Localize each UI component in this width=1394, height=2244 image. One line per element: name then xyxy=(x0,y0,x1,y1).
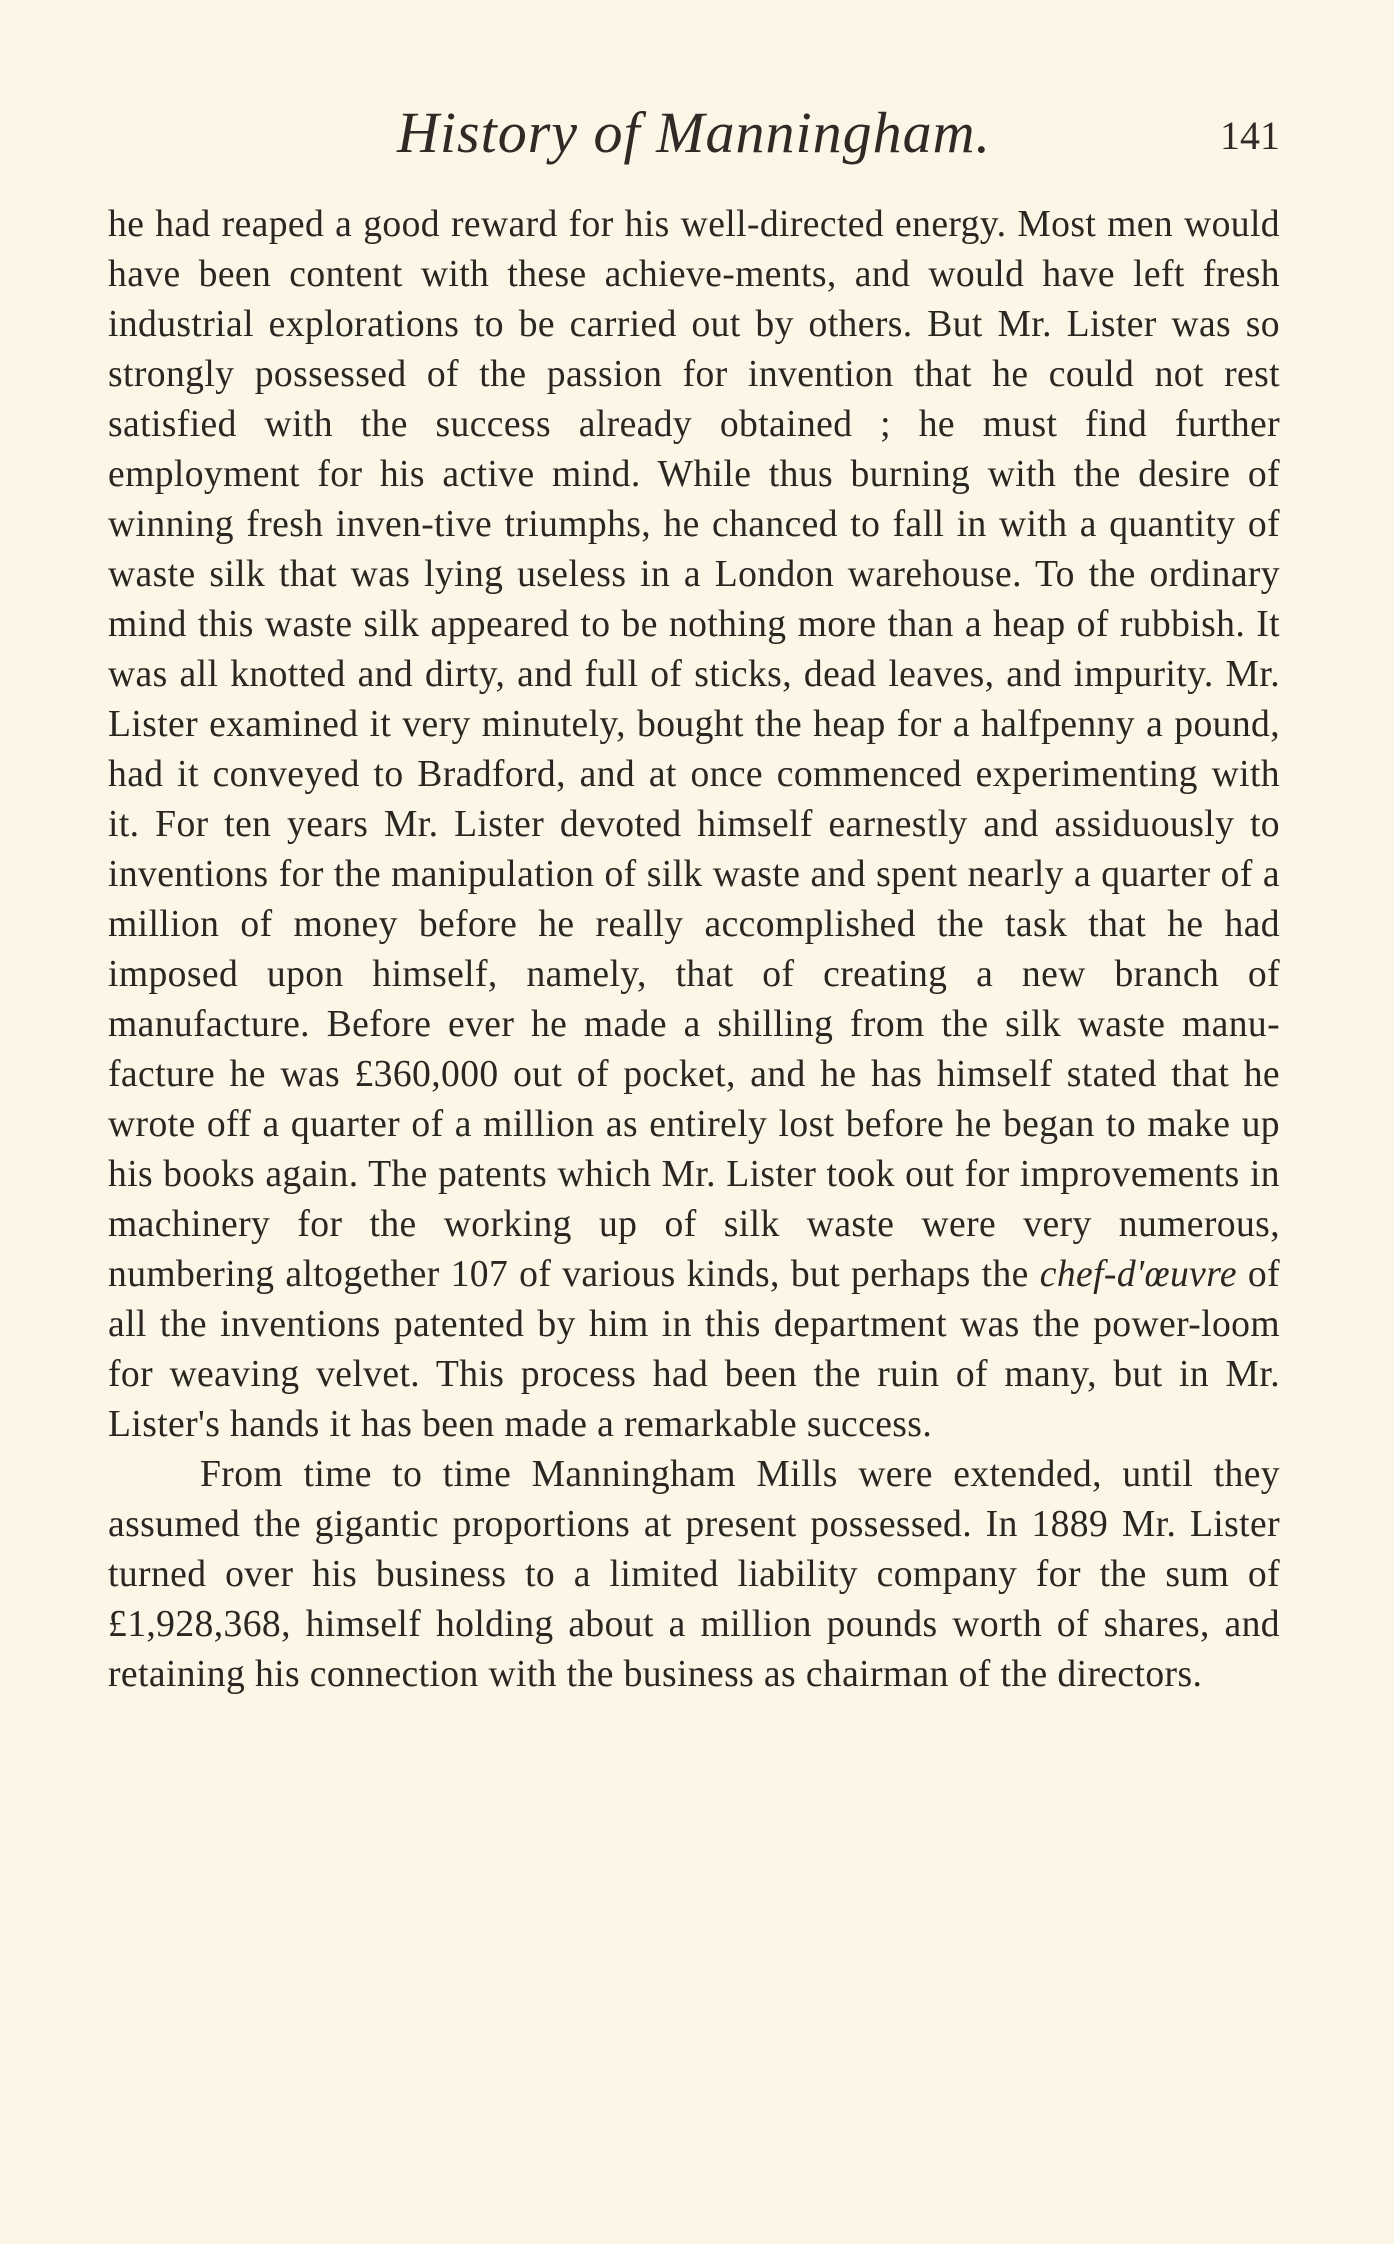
paragraph xyxy=(108,200,1280,1450)
running-title: History of Manningham. xyxy=(397,100,991,165)
page-header xyxy=(108,98,1280,168)
body-text xyxy=(108,200,1280,1700)
paragraph: From time to time Manningham Mills were extended, until they assumed the gigantic proportions at present possessed. In 1889 Mr. Lister turned over his business to a limited liability company for the sum of £1,928,368, himself holding about a million pounds worth of shares, and retaining his connection with the business as chairman of the directors. xyxy=(108,1454,1280,1695)
italic-phrase: chef-d'œuvre xyxy=(1039,1254,1237,1295)
paragraph-text: he had reaped a good reward for his well-directed energy. Most men would have been content with these achieve-ments, and would have left fresh industrial explorations to be carried out by others. But Mr. Lister was so strongly possessed of the passion for invention that he could not rest satisfied with the success already obtained ; he must find further employment for his active mind. While thus burning with the desire of winning fresh inven-tive triumphs, he chanced to fall in with a quantity of waste silk that was lying useless in a London warehouse. To the ordinary mind this waste silk appeared to be nothing more than a heap of rubbish. It was all knotted and dirty, and full of sticks, dead leaves, and impurity. Mr. Lister examined it very minutely, bought the heap for a halfpenny a pound, had it conveyed to Bradford, and at once commenced experimenting with it. For ten years Mr. Lister devoted himself earnestly and assiduously to inventions for the manipulation of silk waste and spent nearly a quarter of a million of money before he really accomplished the task that he had imposed upon himself, namely, that of creating a new branch of manufacture. Before ever he made a shilling from the silk waste manu-facture he was £360,000 out of pocket, and he has himself stated that he wrote off a quarter of a million as entirely lost before he began to make up his books again. The patents which Mr. Lister took out for improvements in machinery for the working up of silk waste were very numerous, numbering altogether 107 of various kinds, but perhaps the xyxy=(108,204,1280,1295)
paragraph-text: of all the inventions patented by him in this department was the power-loom for weaving velvet. This process had been the ruin of many, but in Mr. Lister's hands it has been made a remarkable success. xyxy=(108,1254,1281,1445)
page-number: 141 xyxy=(1220,113,1280,158)
